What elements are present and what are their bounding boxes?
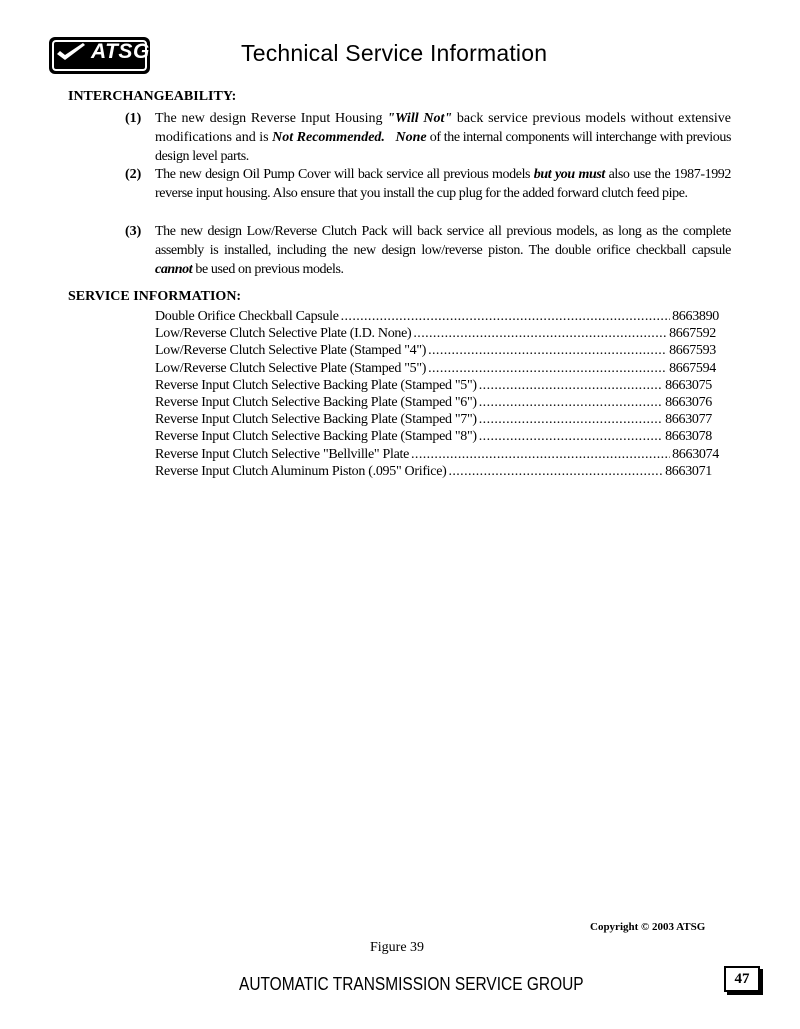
footer-organization: AUTOMATIC TRANSMISSION SERVICE GROUP [239,974,584,994]
copyright-notice: Copyright © 2003 ATSG [590,921,706,933]
part-number: 8663078 [665,429,712,445]
part-row [155,308,719,325]
figure-caption: Figure 39 [370,940,425,955]
part-name: Low/Reverse Clutch Selective Plate (Stamped "5") [155,360,427,376]
part-name: Reverse Input Clutch Selective Backing Plate (Stamped "5") [155,377,477,393]
part-name: Low/Reverse Clutch Selective Plate (I.D. None) [155,326,412,342]
parts-list [155,308,719,480]
item-number: (1) [125,111,142,126]
part-name: Reverse Input Clutch Aluminum Piston (.095" Orifice) [155,463,447,479]
part-name: Reverse Input Clutch Selective Backing Plate (Stamped "8") [155,429,477,445]
page-title: Technical Service Information [241,40,548,66]
dot-leader [479,377,663,394]
dot-leader [428,342,667,359]
part-number: 8663076 [665,395,712,411]
part-number: 8663071 [665,463,712,479]
item-text: The new design Reverse Input Housing "Will Not" back service previous models without extensive modifications and is Not Recommended. None of the internal components will interchange with previous design level parts. [155,111,732,164]
dot-leader [479,394,663,411]
part-row [155,446,719,463]
part-row [155,325,719,342]
part-row [155,428,719,445]
item-number: (2) [125,167,142,182]
dot-leader [479,411,663,428]
part-row [155,411,719,428]
checkmark-logo-icon [55,42,87,64]
part-number: 8667592 [669,326,716,342]
item-text: The new design Low/Reverse Clutch Pack will back service all previous models, as long as the complete assembly is installed, including the new design low/reverse piston. The double orifice checkball capsule cannot be used on previous models. [155,224,731,277]
part-number: 8663890 [672,309,719,324]
interchange-item-3 [125,222,731,279]
part-row [155,463,719,480]
dot-leader [413,325,667,342]
page-number: 47 [724,966,760,992]
part-row [155,342,719,359]
interchangeability-heading: INTERCHANGEABILITY: [68,89,237,104]
dot-leader [428,360,667,377]
part-number: 8667594 [669,360,716,376]
part-name: Reverse Input Clutch Selective "Bellville" Plate [155,446,410,462]
part-name: Reverse Input Clutch Selective Backing Plate (Stamped "7") [155,412,477,428]
part-number: 8667593 [669,343,716,359]
part-name: Reverse Input Clutch Selective Backing Plate (Stamped "6") [155,395,477,411]
dot-leader [411,446,670,463]
part-number: 8663077 [665,412,712,428]
part-row [155,377,719,394]
interchange-item-2 [125,165,731,203]
part-name: Low/Reverse Clutch Selective Plate (Stamped "4") [155,343,427,359]
part-row [155,394,719,411]
logo-text: ATSG [91,40,150,63]
dot-leader [448,463,663,480]
part-name: Double Orifice Checkball Capsule [155,309,339,324]
part-number: 8663075 [665,377,712,393]
item-number: (3) [125,224,142,239]
part-number: 8663074 [672,446,719,462]
part-row [155,360,719,377]
item-text: The new design Oil Pump Cover will back service all previous models but you must also use the 1987-1992 reverse input housing. Also ensure that you install the cup plug for the added forward clutch feed pipe. [155,167,732,201]
service-information-heading: SERVICE INFORMATION: [68,289,242,304]
dot-leader [479,428,663,445]
dot-leader [341,308,670,325]
atsg-logo [49,37,150,74]
interchange-item-1 [125,109,731,166]
